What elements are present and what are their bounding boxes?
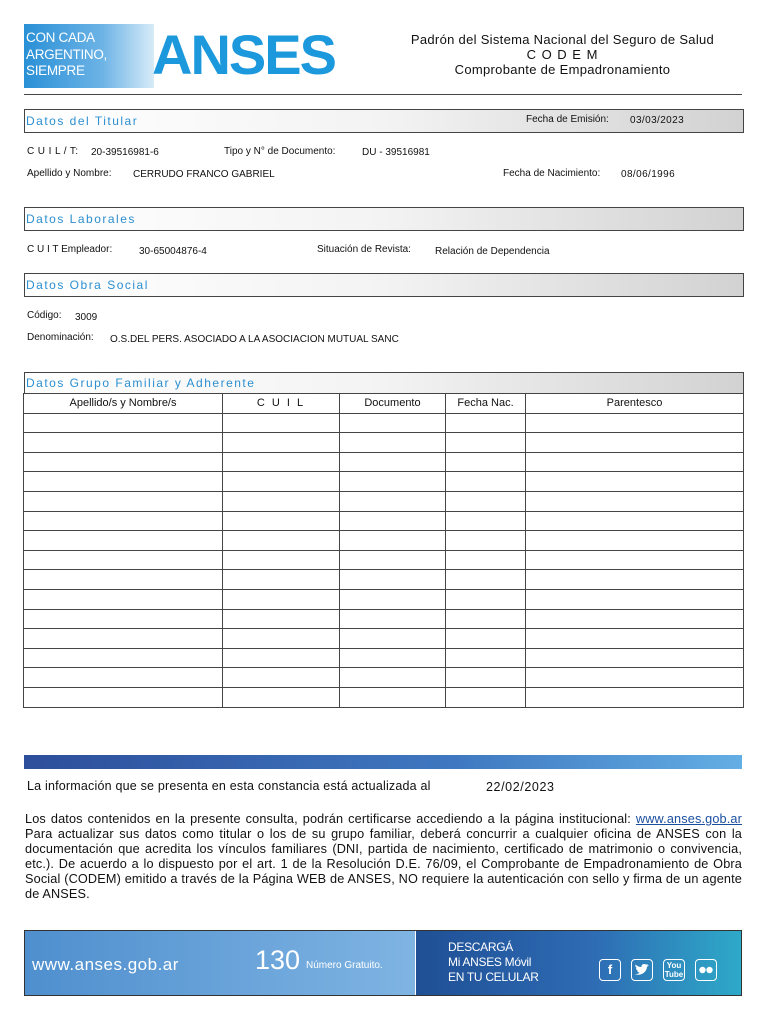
section-title-grupo: Datos Grupo Familiar y Adherente bbox=[26, 376, 256, 390]
header-divider bbox=[24, 94, 742, 95]
table-row bbox=[24, 570, 744, 590]
table-row bbox=[24, 433, 744, 453]
table-row bbox=[24, 687, 744, 707]
table-row bbox=[24, 629, 744, 649]
twitter-icon[interactable] bbox=[631, 959, 653, 981]
facebook-icon[interactable]: f bbox=[599, 959, 621, 981]
column-header-documento: Documento bbox=[340, 394, 446, 414]
footer-number-label: Número Gratuito. bbox=[306, 960, 383, 971]
section-title-obra-social: Datos Obra Social bbox=[26, 278, 149, 292]
anses-link[interactable]: www.anses.gob.ar bbox=[635, 812, 742, 826]
section-bar-grupo bbox=[24, 372, 744, 394]
table-row bbox=[24, 413, 744, 433]
table-row bbox=[24, 491, 744, 511]
section-bar-obra-social bbox=[24, 273, 744, 297]
column-header-nombre: Apellido/s y Nombre/s bbox=[24, 394, 223, 414]
footer-number: 130 bbox=[255, 945, 301, 975]
table-row bbox=[24, 511, 744, 531]
column-header-fecha-nac: Fecha Nac. bbox=[446, 394, 526, 414]
table-row bbox=[24, 609, 744, 629]
actualizacion-text: La información que se presenta en esta constancia está actualizada al bbox=[27, 779, 431, 793]
cuit-empleador-label: C U I T Empleador: bbox=[27, 244, 113, 255]
flickr-icon[interactable] bbox=[695, 959, 717, 981]
footer-promo: DESCARGÁ Mi ANSES Móvil EN TU CELULAR bbox=[448, 940, 539, 984]
table-row bbox=[24, 589, 744, 609]
grupo-familiar-table bbox=[23, 393, 744, 708]
consulta-body: Para actualizar sus datos como titular o los de su grupo familiar, deberá concurrir a cualquier oficina de ANSES con la documentación que acredita los vínculos familiares (DNI, partida de nacimiento, certificado de matrimonio o convivencia, etc.). De acuerdo a lo dispuesto por el art. 1 de la Resolución D.E. 76/09, el Comprobante de Empadronamiento de Obra Social (CODEM) emitido a través de la Página WEB de ANSES, NO requiere la autenticación con sello y firma de un agente de ANSES. bbox=[25, 827, 742, 901]
logo-tagline: CON CADA ARGENTINO, SIEMPRE bbox=[26, 30, 108, 78]
section-title-titular: Datos del Titular bbox=[26, 114, 139, 128]
fecha-nacimiento-value: 08/06/1996 bbox=[621, 169, 676, 180]
consulta-paragraph bbox=[25, 812, 742, 902]
section-bar-laborales bbox=[24, 207, 744, 231]
header-codem: C O D E M bbox=[526, 47, 599, 62]
table-row bbox=[24, 550, 744, 570]
fecha-emision-label: Fecha de Emisión: bbox=[526, 114, 609, 125]
table-row bbox=[24, 452, 744, 472]
table-row bbox=[24, 531, 744, 551]
actualizacion-date: 22/02/2023 bbox=[486, 780, 555, 794]
cuil-value: 20-39516981-6 bbox=[91, 147, 159, 158]
cuil-label: C U I L / T: bbox=[27, 146, 79, 157]
nombre-label: Apellido y Nombre: bbox=[27, 168, 112, 179]
decorative-strip bbox=[24, 755, 742, 769]
tipo-documento-label: Tipo y N° de Documento: bbox=[224, 146, 336, 157]
situacion-revista-label: Situación de Revista: bbox=[317, 244, 411, 255]
cuit-empleador-value: 30-65004876-4 bbox=[139, 246, 207, 257]
table-row bbox=[24, 668, 744, 688]
tipo-documento-value: DU - 39516981 bbox=[362, 147, 430, 158]
codigo-label: Código: bbox=[27, 310, 62, 321]
footer-url[interactable]: www.anses.gob.ar bbox=[32, 955, 179, 974]
header-subtitle: Comprobante de Empadronamiento bbox=[454, 62, 671, 77]
anses-logo: ANSES bbox=[152, 23, 335, 86]
column-header-cuil: C U I L bbox=[223, 394, 340, 414]
fecha-nacimiento-label: Fecha de Nacimiento: bbox=[503, 168, 601, 179]
column-header-parentesco: Parentesco bbox=[526, 394, 744, 414]
table-row bbox=[24, 472, 744, 492]
nombre-value: CERRUDO FRANCO GABRIEL bbox=[133, 169, 275, 180]
situacion-revista-value: Relación de Dependencia bbox=[435, 246, 550, 257]
header-title: Padrón del Sistema Nacional del Seguro de Salud bbox=[410, 32, 715, 47]
codigo-value: 3009 bbox=[75, 312, 98, 323]
consulta-intro: Los datos contenidos en la presente consulta, podrán certificarse accediendo a la página institucional: bbox=[25, 812, 631, 826]
table-row bbox=[24, 648, 744, 668]
section-title-laborales: Datos Laborales bbox=[26, 212, 136, 226]
youtube-icon[interactable]: You Tube bbox=[664, 961, 684, 979]
fecha-emision-value: 03/03/2023 bbox=[630, 115, 685, 126]
denominacion-value: O.S.DEL PERS. ASOCIADO A LA ASOCIACION MUTUAL SANC bbox=[110, 334, 399, 345]
table-header-row bbox=[24, 394, 744, 414]
denominacion-label: Denominación: bbox=[27, 332, 94, 343]
